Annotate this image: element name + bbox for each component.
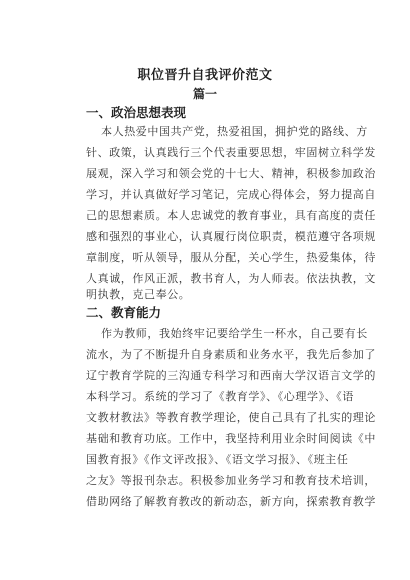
paragraph-line: 本人热爱中国共产党，热爱祖国，拥护党的路线、方	[101, 125, 368, 138]
paragraph-line: 己的思想素质。本人忠诚党的教育事业，具有高度的责任	[86, 209, 376, 222]
section-heading-teaching: 二、教育能力	[86, 305, 162, 320]
paragraph-line: 国教育报》《作文评改报》、《语文学习报》、《班主任	[86, 453, 349, 466]
paragraph-line: 本科学习。系统的学习了《教育学》、《心理学》、《语	[86, 390, 354, 403]
paragraph-line: 作为教师，我始终牢记要给学生一杯水，自己要有长	[101, 327, 368, 340]
paragraph-line: 辽宁教育学院的三沟通专科学习和西南大学汉语言文学的	[86, 369, 376, 382]
paragraph-line: 基础和教育功底。工作中，我坚持利用业余时间阅读《中	[86, 432, 376, 445]
section-heading-political: 一、政治思想表现	[86, 105, 187, 120]
document-subtitle: 篇一	[192, 87, 217, 101]
paragraph-line: 之友》等报刊杂志。积极参加业务学习和教育技术培训，	[86, 474, 376, 487]
paragraph-line: 明执教，克己奉公。	[86, 288, 191, 301]
paragraph-line: 章制度，听从领导，服从分配，关心学生，热爱集体，待	[86, 251, 376, 264]
paragraph-line: 人真诚，作风正派，教书育人，为人师表。依法执教，文	[86, 272, 376, 285]
paragraph-line: 感和强烈的事业心，认真履行岗位职责，模范遵守各项规	[86, 230, 376, 243]
paragraph-line: 针、政策，认真践行三个代表重要思想，牢固树立科学发	[86, 146, 376, 159]
paragraph-line: 学习，并认真做好学习笔记，完成心得体会，努力提高自	[86, 188, 376, 201]
paragraph-line: 借助网络了解教育教改的新动态，新方向，探索教育教学	[86, 495, 376, 508]
paragraph-line: 流水，为了不断提升自身素质和业务水平，我先后参加了	[86, 348, 376, 361]
paragraph-line: 展观，深入学习和领会党的十七大、精神，积极参加政治	[86, 167, 376, 180]
paragraph-line: 文教材教法》等教育教学理论，使自己具有了扎实的理论	[86, 411, 376, 424]
document-title: 职位晋升自我评价范文	[137, 68, 273, 83]
